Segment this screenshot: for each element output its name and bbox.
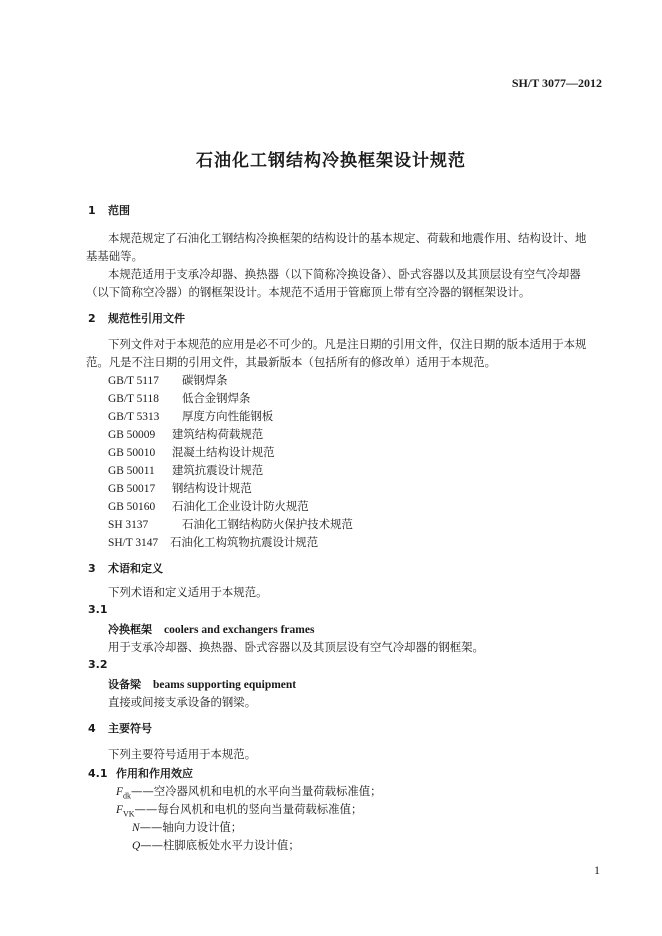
reference-item: GB 50009 建筑结构荷载规范 — [108, 427, 264, 441]
paragraph-line: 本规范适用于支承冷却器、换热器（以下简称冷换设备）、卧式容器以及其顶层设有空气冷却器 — [108, 267, 581, 281]
symbol: $F_{VK}$ — [116, 804, 135, 819]
section-4-heading — [88, 720, 152, 736]
section-1-heading — [88, 202, 130, 218]
term-english: coolers and exchangers frames — [164, 624, 315, 636]
paragraph-line: 基基础等。 — [86, 249, 143, 263]
standard-code: SH/T 3077—2012 — [511, 76, 602, 90]
paragraph-line: （以下简称空冷器）的钢框架设计。本规范不适用于管廊顶上带有空冷器的钢框架设计。 — [86, 285, 531, 299]
symbol-entry — [132, 837, 300, 853]
symbol: N — [132, 822, 140, 834]
section-title: 范围 — [108, 204, 130, 217]
section-title: 主要符号 — [108, 722, 152, 735]
symbol-description: ——轴向力设计值； — [139, 820, 243, 834]
term-english: beams supporting equipment — [153, 679, 297, 691]
symbol-description: ——每台风机和电机的竖向当量荷载标准值； — [134, 802, 363, 816]
reference-item: GB/T 5117 碳钢焊条 — [108, 373, 228, 387]
section-title: 规范性引用文件 — [108, 312, 185, 325]
reference-item: GB 50011 建筑抗震设计规范 — [108, 463, 264, 477]
clause-number: 3.2 — [88, 658, 108, 671]
section-number: 2 — [88, 312, 96, 325]
reference-item: GB 50010 混凝土结构设计规范 — [108, 445, 275, 459]
clause-number: 3.1 — [88, 603, 108, 616]
symbol: $F_{dk}$ — [116, 786, 131, 801]
section-number: 3 — [88, 562, 96, 575]
section-2-heading — [88, 310, 185, 326]
symbol-description: ——柱脚底板处水平力设计值； — [140, 838, 300, 852]
symbol-entry — [116, 801, 362, 818]
symbol-description: ——空冷器风机和电机的水平向当量荷载标准值； — [130, 784, 382, 798]
paragraph-line: 本规范规定了石油化工钢结构冷换框架的结构设计的基本规定、荷载和地震作用、结构设计、地 — [108, 231, 587, 245]
term-entry — [108, 676, 296, 692]
reference-item: GB 50160 石油化工企业设计防火规范 — [108, 499, 309, 513]
term-definition: 直接或间接支承设备的钢梁。 — [108, 695, 257, 709]
subsection-title: 作用和作用效应 — [116, 767, 193, 780]
term-definition: 用于支承冷却器、换热器、卧式容器以及其顶层设有空气冷却器的钢框架。 — [108, 640, 484, 654]
symbol-entry — [132, 819, 242, 835]
term-chinese: 设备梁 — [108, 678, 141, 691]
section-number: 1 — [88, 204, 96, 217]
symbol: Q — [132, 840, 141, 852]
reference-item: GB 50017 钢结构设计规范 — [108, 481, 252, 495]
reference-item: SH/T 3147 石油化工构筑物抗震设计规范 — [108, 535, 319, 549]
subsection-number: 4.1 — [88, 767, 108, 780]
section-3-heading — [88, 560, 163, 576]
paragraph-line: 下列文件对于本规范的应用是必不可少的。凡是注日期的引用文件，仅注日期的版本适用于本规 — [108, 337, 587, 351]
page-number: 1 — [594, 863, 600, 877]
section-number: 4 — [88, 722, 96, 735]
paragraph-line: 范。凡是不注日期的引用文件，其最新版本（包括所有的修改单）适用于本规范。 — [86, 355, 497, 369]
paragraph-line: 下列主要符号适用于本规范。 — [108, 747, 257, 761]
reference-item: GB/T 5118 低合金钢焊条 — [108, 391, 251, 405]
term-entry — [108, 621, 314, 637]
document-title: 石油化工钢结构冷换框架设计规范 — [196, 151, 466, 171]
subsection-heading — [88, 765, 193, 781]
reference-item: GB/T 5313 厚度方向性能钢板 — [108, 409, 274, 423]
symbol-entry — [116, 783, 382, 800]
section-title: 术语和定义 — [108, 562, 163, 575]
reference-item: SH 3137 石油化工钢结构防火保护技术规范 — [108, 517, 353, 531]
paragraph-line: 下列术语和定义适用于本规范。 — [108, 585, 268, 599]
term-chinese: 冷换框架 — [108, 623, 152, 636]
